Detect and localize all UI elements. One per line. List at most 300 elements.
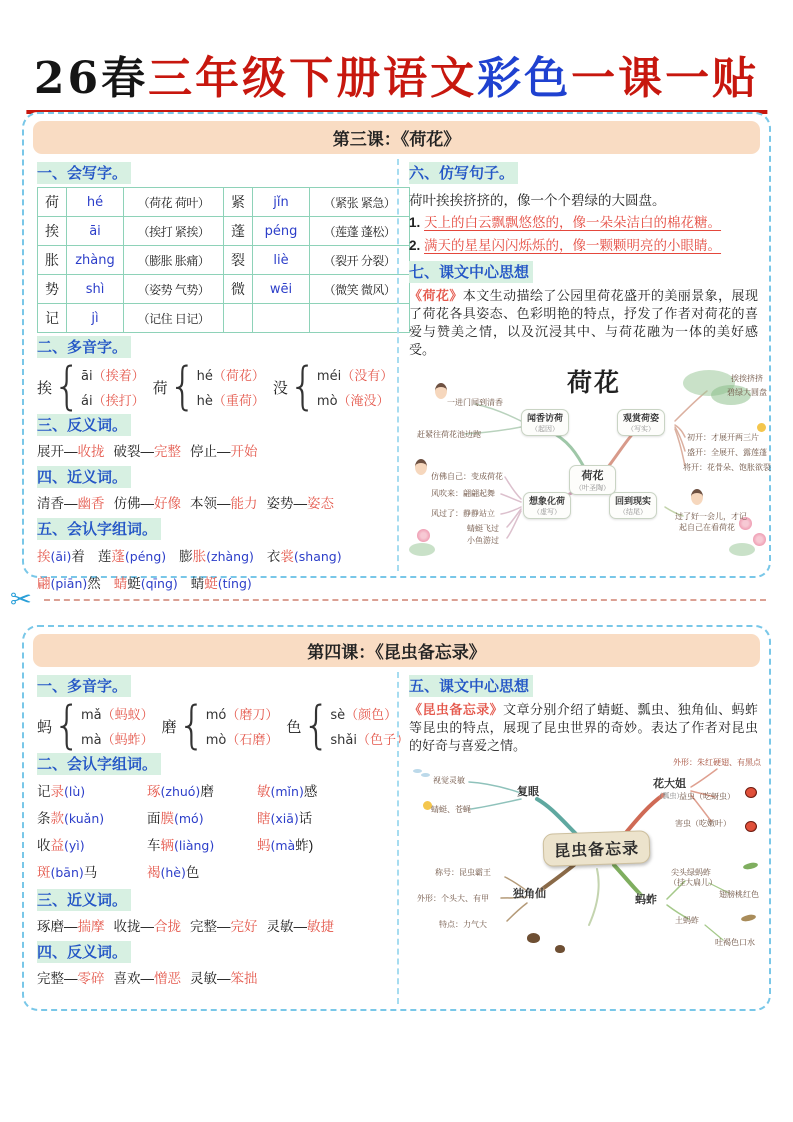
polyphone-option — [81, 390, 145, 409]
heading-recognize-words: 五、会认字组词。 — [37, 518, 161, 540]
cut-dashed-line — [44, 599, 766, 601]
word-pinyin: (āi) — [50, 549, 72, 564]
mindmap-title: 荷花 — [567, 368, 622, 397]
synonym-pair — [190, 919, 258, 934]
recognize-word-item — [147, 859, 251, 886]
lesson4-header: 第四课：《昆虫备忘录》 — [33, 634, 760, 667]
polyphone-char: 挨 — [37, 379, 53, 397]
word-key-char: 裳 — [280, 549, 294, 564]
pinyin-cell: hé — [67, 188, 124, 217]
polyphone-char: 荷 — [152, 379, 168, 397]
word-pinyin: (zhuó) — [160, 784, 201, 799]
word-pinyin: (shang) — [293, 549, 342, 564]
word-key-char: 敏 — [257, 784, 271, 799]
option-word: （重荷） — [212, 393, 265, 408]
imitation-sentence — [409, 235, 758, 256]
leaf-label: 益虫（吃蚜虫） — [679, 792, 735, 801]
pinyin-cell: jì — [67, 304, 124, 333]
char-cell — [224, 304, 253, 333]
polyphone-char: 色 — [286, 718, 302, 736]
write-words-table — [37, 187, 410, 333]
char-cell: 微 — [224, 275, 253, 304]
leaf-label: 碧绿大圆盘 — [727, 388, 767, 397]
option-word: （磨刀） — [226, 707, 279, 722]
recognize-word-item — [98, 543, 166, 570]
synonym-line — [37, 915, 389, 935]
title-part-term: 26春 — [33, 53, 149, 104]
pinyin-cell: jǐn — [253, 188, 310, 217]
word-key-char: 翩 — [37, 576, 51, 591]
char-cell: 蓬 — [224, 217, 253, 246]
words-cell: （紧张 紧急） — [310, 188, 410, 217]
pair-word-left: 收拢— — [113, 919, 154, 934]
leaf-label: 盛开：全展开、露莲蓬 — [687, 448, 767, 457]
word-pinyin: (xiā) — [270, 811, 299, 826]
words-cell: （姿势 气势） — [124, 275, 224, 304]
lotus-mindmap — [409, 361, 771, 557]
branch-node-smell — [521, 409, 569, 436]
polyphone-row — [37, 704, 409, 748]
char-cell: 紧 — [224, 188, 253, 217]
column-divider — [397, 159, 399, 571]
option-word: （挨打） — [92, 393, 145, 408]
branch-sub: （结尾） — [619, 509, 647, 516]
central-idea-text: 文章分别介绍了蜻蜓、瓢虫、独角仙、蚂蚱等昆虫的特点，展现了昆虫世界的奇妙。表达了作者对昆虫的好奇与喜爱之情。 — [409, 702, 758, 753]
leaf-label: 赶紧往荷花池边跑 — [417, 430, 481, 439]
option-word: （荷花） — [212, 368, 265, 383]
recognize-word-item — [37, 805, 141, 832]
option-word: （挨着） — [92, 368, 145, 383]
pinyin-cell: wēi — [253, 275, 310, 304]
word-key-char: 胀 — [192, 549, 207, 564]
polyphone-group — [37, 365, 145, 409]
word-prefix: 蜻 — [190, 576, 205, 591]
word-suffix: 色 — [185, 865, 200, 880]
child-illustration — [435, 383, 447, 399]
lesson4-right-column — [401, 672, 760, 1004]
option-word: （色子） — [356, 732, 409, 747]
word-suffix: 感 — [303, 784, 318, 799]
word-pinyin: (piān) — [50, 576, 88, 591]
polyphone-options — [81, 704, 154, 748]
leaf-label: 将开：花骨朵、饱胀欲裂 — [683, 463, 771, 472]
synonym-pair — [267, 919, 335, 934]
word-pinyin: (yì) — [64, 838, 85, 853]
polyphone-group — [153, 365, 265, 409]
pinyin-cell: zhàng — [67, 246, 124, 275]
antonym-pair — [37, 971, 105, 986]
option-pinyin: hé — [196, 369, 213, 384]
cut-here-row — [0, 585, 793, 615]
pair-word-right: 憎恶 — [154, 971, 181, 986]
polyphone-group — [37, 704, 154, 748]
pair-word-right: 完整 — [154, 444, 181, 459]
char-cell: 胀 — [38, 246, 67, 275]
word-key-char: 录 — [50, 784, 64, 799]
leaf-label: 外形：朱红硬翅、有黑点 — [673, 758, 761, 767]
words-cell: （裂开 分裂） — [310, 246, 410, 275]
central-idea-text: 本文生动描绘了公园里荷花盛开的美丽景象，展现了荷花各具姿态、色彩明艳的特点，抒发了作者对荷花的喜爱与赞美之情，以及沉浸其中、与荷花融为一体的美好感受。 — [409, 288, 758, 357]
leaf-label: 小鱼游过 — [467, 536, 499, 545]
polyphone-option — [317, 390, 393, 409]
pinyin-cell: āi — [67, 217, 124, 246]
pair-word-right: 姿态 — [307, 496, 334, 511]
sun-dot-icon — [757, 423, 766, 432]
table-row — [38, 217, 410, 246]
polyphone-options — [206, 704, 279, 748]
center-node-label: 荷花 — [581, 470, 604, 482]
pinyin-cell: péng — [253, 217, 310, 246]
option-word: （石磨） — [226, 732, 279, 747]
heading-central-idea: 七、课文中心思想 — [409, 261, 533, 283]
leaf-label: 翅膀桃红色 — [719, 890, 759, 899]
brace-icon — [53, 701, 81, 752]
recognize-word-item — [37, 859, 141, 886]
word-suffix: 着 — [71, 549, 85, 564]
leaf-label: 仿佛自己：变成荷花 — [431, 472, 503, 481]
recognize-word-item — [37, 832, 141, 859]
polyphone-option — [81, 729, 154, 748]
option-pinyin: mò — [205, 733, 227, 748]
pair-word-left: 清香— — [37, 496, 78, 511]
branch-node-imagine — [523, 492, 571, 519]
branch-label: 观赏荷姿 — [623, 413, 660, 423]
branch-label: 花大姐 — [653, 778, 686, 790]
char-cell: 挨 — [38, 217, 67, 246]
polyphone-row — [37, 365, 394, 409]
lesson3-header: 第三课：《荷花》 — [33, 121, 760, 154]
option-pinyin: āi — [81, 369, 93, 384]
word-pinyin: (bān) — [50, 865, 84, 880]
word-key-char: 褐 — [147, 865, 161, 880]
lesson3-right-column — [401, 159, 771, 571]
word-key-char: 瞎 — [257, 811, 271, 826]
lotus-leaf-illustration — [729, 543, 755, 556]
leaf-label: 初开：才展开两三片 — [687, 433, 759, 442]
example-sentence: 荷叶挨挨挤挤的，像一个个碧绿的大圆盘。 — [409, 193, 666, 208]
title-part-color: 彩色 — [477, 53, 572, 104]
leaf-label: 害虫（吃嫩叶） — [675, 819, 731, 828]
synonym-pair — [37, 919, 105, 934]
word-key-char: 蚂 — [257, 838, 271, 853]
option-word: （颜色） — [345, 707, 398, 722]
char-cell: 势 — [38, 275, 67, 304]
leaf-label: 起自己在看荷花 — [679, 523, 735, 532]
imitation-sentence — [409, 212, 758, 233]
word-key-char: 斑 — [37, 865, 51, 880]
title-part-grade: 三年级下册语文 — [148, 53, 478, 104]
pair-word-left: 仿佛— — [113, 496, 154, 511]
center-node-sub: （叶圣陶） — [575, 485, 610, 492]
pair-word-left: 完整— — [37, 971, 78, 986]
word-key-char: 蜓 — [204, 576, 218, 591]
table-row — [38, 275, 410, 304]
leaf-label: 土蚂蚱 — [675, 916, 699, 925]
char-cell: 裂 — [224, 246, 253, 275]
option-word: （蚂蚁） — [101, 707, 154, 722]
word-key-char: 辆 — [160, 838, 174, 853]
word-suffix: 马 — [83, 865, 98, 880]
polyphone-option — [81, 365, 145, 384]
word-pinyin: (hè) — [160, 865, 186, 880]
polyphone-char: 没 — [272, 379, 288, 397]
word-prefix: 膨 — [179, 549, 193, 564]
child-illustration — [691, 489, 703, 505]
option-word: （没有） — [341, 368, 394, 383]
dragonfly-illustration — [413, 769, 422, 773]
write-words-table-body — [38, 188, 410, 333]
antonym-line — [37, 440, 389, 460]
brace-icon — [53, 362, 81, 413]
pinyin-cell — [253, 304, 310, 333]
word-mid: 蜓 — [127, 576, 141, 591]
brace-icon — [169, 362, 197, 413]
antonym-pair — [114, 444, 182, 459]
branch-node-beetle: 独角仙 — [513, 888, 546, 900]
page-title — [26, 42, 767, 114]
word-pinyin: (tíng) — [217, 576, 252, 591]
word-prefix: 车 — [147, 838, 161, 853]
pair-word-left: 破裂— — [113, 444, 154, 459]
heading-polyphones: 一、多音字。 — [37, 675, 131, 697]
recognize-word-item — [37, 778, 141, 805]
recognize-word-item — [147, 832, 251, 859]
word-prefix: 条 — [37, 811, 51, 826]
synonym-pair — [190, 496, 258, 511]
recognize-word-item — [257, 832, 361, 859]
branch-node-compound-eyes: 复眼 — [517, 786, 539, 798]
brace-icon — [289, 362, 317, 413]
heading-polyphones: 二、多音字。 — [37, 336, 131, 358]
branch-sub: （虚写） — [533, 509, 561, 516]
column-divider — [397, 672, 399, 1004]
leaf-label: 过了好一会儿，才记 — [675, 512, 747, 521]
word-key-char: 膜 — [160, 811, 174, 826]
antonym-line — [37, 967, 389, 987]
branch-sub: （瓢虫） — [655, 793, 684, 800]
polyphone-group — [162, 704, 279, 748]
branch-sub: （起因） — [531, 426, 559, 433]
word-pinyin: (lù) — [64, 784, 86, 799]
table-row — [38, 188, 410, 217]
word-pinyin: (zhàng) — [206, 549, 254, 564]
option-pinyin: mà — [81, 733, 102, 748]
option-pinyin: shǎi — [330, 733, 357, 748]
word-key-char: 挨 — [37, 549, 51, 564]
sentence-text: 满天的星星闪闪烁烁的，像一颗颗明亮的小眼睛。 — [424, 238, 722, 253]
polyphone-option — [81, 704, 154, 723]
word-key-char: 款 — [50, 811, 64, 826]
polyphone-group — [273, 365, 393, 409]
word-key-char: 蜻 — [113, 576, 128, 591]
lesson3-card — [22, 112, 771, 591]
option-pinyin: méi — [316, 369, 342, 384]
word-key-char: 蓬 — [111, 549, 125, 564]
lesson3-left-column — [33, 159, 396, 591]
polyphone-group — [286, 704, 409, 748]
polyphone-options — [317, 365, 393, 409]
synonym-pair — [114, 919, 182, 934]
table-row — [38, 304, 410, 333]
word-key-char: 益 — [50, 838, 64, 853]
word-pinyin: (mó) — [174, 811, 204, 826]
polyphone-option — [206, 704, 279, 723]
insect-mindmap — [409, 757, 761, 995]
pair-word-right: 完好 — [230, 919, 258, 934]
branch-label: 回到现实 — [615, 496, 652, 506]
branch-label: 想象化荷 — [529, 496, 566, 506]
antonym-pair — [114, 971, 182, 986]
pair-word-right: 敏捷 — [307, 919, 334, 934]
word-pinyin: (kuǎn) — [64, 811, 105, 826]
word-prefix: 记 — [37, 784, 51, 799]
synonym-line — [37, 492, 389, 512]
recognize-word-item — [37, 543, 85, 570]
words-cell: （微笑 微风） — [310, 275, 410, 304]
word-suffix: 话 — [298, 811, 313, 826]
leaf-label: 蜻蜓、苍蝇 — [431, 805, 471, 814]
lesson4-left-column — [33, 672, 409, 1004]
lotus-leaf-illustration — [409, 543, 435, 556]
beetle-illustration — [555, 945, 565, 953]
word-prefix: 收 — [37, 838, 51, 853]
leaf-label: 蜻蜓飞过 — [467, 524, 499, 533]
sentence-text: 天上的白云飘飘悠悠的，像一朵朵洁白的棉花糖。 — [424, 215, 722, 230]
recognize-word-item — [257, 805, 361, 832]
sentence-number: 1. — [409, 215, 421, 230]
antonym-pair — [190, 971, 258, 986]
word-pinyin: (péng) — [124, 549, 167, 564]
leaf-label: 挨挨挤挤 — [731, 374, 763, 383]
recognize-word-item — [147, 778, 251, 805]
word-pinyin: (mǐn) — [270, 784, 304, 799]
pair-word-right: 好像 — [154, 496, 181, 511]
polyphone-options — [81, 365, 145, 409]
pair-word-left: 完整— — [190, 919, 231, 934]
char-cell: 记 — [38, 304, 67, 333]
ladybug-illustration — [745, 787, 757, 798]
words-cell: （膨胀 胀痛） — [124, 246, 224, 275]
leaf-label: 称号：昆虫霸王 — [435, 868, 491, 877]
child-illustration — [415, 459, 427, 475]
option-pinyin: sè — [330, 708, 346, 723]
polyphone-char: 磨 — [161, 718, 177, 736]
leaf-label: 吐褐色口水 — [715, 938, 755, 947]
heading-central-idea: 五、课文中心思想 — [409, 675, 533, 697]
book-title: 《昆虫备忘录》 — [409, 702, 504, 717]
pair-word-right: 收拢 — [77, 444, 105, 459]
imitation-sentences — [409, 212, 758, 256]
heading-imitation: 六、仿写句子。 — [409, 162, 518, 184]
antonym-pair — [37, 444, 105, 459]
leaf-label: 风吹来：翩翩起舞 — [431, 489, 495, 498]
words-cell: （挨打 紧挨） — [124, 217, 224, 246]
word-pinyin: (liàng) — [174, 838, 215, 853]
mindmap-center-node — [569, 465, 616, 495]
word-prefix: 莲 — [97, 549, 112, 564]
synonym-pair — [114, 496, 182, 511]
option-word: （蚂蚱） — [101, 732, 154, 747]
words-cell: （荷花 荷叶） — [124, 188, 224, 217]
char-cell: 荷 — [38, 188, 67, 217]
branch-node-view — [617, 409, 665, 436]
words-cell: （记住 日记） — [124, 304, 224, 333]
recognize-word-item — [257, 778, 361, 805]
brace-icon — [302, 701, 330, 752]
heading-antonyms: 四、反义词。 — [37, 941, 131, 963]
leaf-label: 特点：力气大 — [439, 920, 487, 929]
word-suffix: 蚱) — [295, 838, 314, 853]
synonym-pair — [37, 496, 105, 511]
branch-node-reality — [609, 492, 657, 519]
words-cell — [310, 304, 410, 333]
word-key-char: 琢 — [147, 784, 161, 799]
leaf-label: （挂大扁儿） — [669, 878, 717, 887]
heading-synonyms: 三、近义词。 — [37, 889, 131, 911]
antonym-pair — [190, 444, 258, 459]
pair-word-left: 琢磨— — [37, 919, 78, 934]
lotus-flower-illustration — [753, 533, 766, 546]
option-pinyin: mó — [205, 708, 227, 723]
pair-word-right: 能力 — [230, 496, 258, 511]
title-part-series: 一课一贴 — [571, 53, 760, 104]
word-prefix: 面 — [147, 811, 161, 826]
heading-recognize-words: 二、会认字组词。 — [37, 753, 161, 775]
word-suffix: 然 — [87, 576, 101, 591]
recognize-word-item — [179, 543, 254, 570]
option-pinyin: hè — [196, 394, 213, 409]
pair-word-left: 灵敏— — [266, 919, 307, 934]
word-pinyin: (qīng) — [140, 576, 178, 591]
brace-icon — [178, 701, 206, 752]
heading-synonyms: 四、近义词。 — [37, 466, 131, 488]
pair-word-left: 灵敏— — [190, 971, 231, 986]
leaf-label: 尖头绿蚂蚱 — [671, 868, 711, 877]
polyphone-option — [197, 390, 265, 409]
table-row — [38, 246, 410, 275]
mindmap-center-node: 昆虫备忘录 — [542, 830, 650, 867]
polyphone-char: 蚂 — [37, 718, 53, 736]
option-pinyin: ái — [81, 394, 93, 409]
branch-node-grasshopper: 蚂蚱 — [635, 894, 657, 906]
dragonfly-illustration — [421, 773, 430, 777]
option-pinyin: mò — [316, 394, 338, 409]
pair-word-left: 停止— — [190, 444, 231, 459]
branch-label: 闻香访荷 — [527, 413, 564, 423]
pair-word-right: 揣摩 — [77, 919, 105, 934]
leaf-label: 外形：个头大、有甲 — [417, 894, 489, 903]
recognize-words — [37, 778, 389, 886]
synonym-pair — [267, 496, 335, 511]
leaf-label: 风过了：静静站立 — [431, 509, 495, 518]
pair-word-right: 零碎 — [77, 971, 105, 986]
pair-word-left: 喜欢— — [113, 971, 154, 986]
word-pinyin: (mà — [270, 838, 296, 853]
branch-sub: （写实） — [627, 426, 655, 433]
option-word: （淹没） — [337, 393, 390, 408]
book-title: 《荷花》 — [409, 288, 463, 303]
pinyin-cell: shì — [67, 275, 124, 304]
beetle-illustration — [527, 933, 540, 943]
pair-word-left: 本领— — [190, 496, 231, 511]
pair-word-right: 幽香 — [77, 496, 105, 511]
recognize-word-item — [147, 805, 251, 832]
polyphone-option — [197, 365, 265, 384]
ladybug-illustration — [745, 821, 757, 832]
pair-word-right: 笨拙 — [230, 971, 258, 986]
option-pinyin: mǎ — [81, 708, 102, 723]
polyphone-options — [197, 365, 265, 409]
